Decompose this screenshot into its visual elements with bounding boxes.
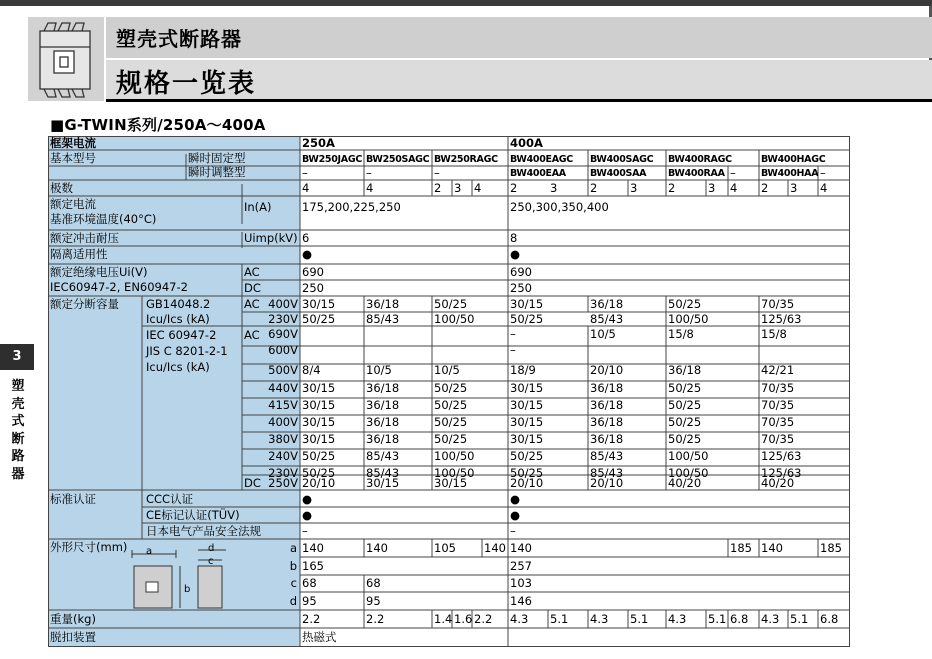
frame-label: 框架电流 bbox=[50, 136, 96, 150]
table-cell: 30/15 bbox=[302, 398, 336, 412]
model-400-1: BW400SAGC bbox=[590, 154, 654, 165]
table-cell: 36/18 bbox=[668, 363, 702, 377]
model-400-3: BW400HAGC bbox=[761, 154, 826, 165]
table-cell: 4.3 bbox=[761, 612, 780, 626]
pole-c12: 4 bbox=[730, 181, 738, 195]
volt-5: 440V bbox=[268, 381, 298, 395]
adj-250-0: – bbox=[302, 166, 308, 180]
table-cell: 6.8 bbox=[730, 612, 749, 626]
pole-c14: 3 bbox=[790, 181, 798, 195]
table-cell: 100/50 bbox=[434, 449, 475, 463]
model-400-0: BW400EAGC bbox=[510, 154, 573, 165]
ccc-250: ● bbox=[302, 492, 313, 506]
volt-4: 500V bbox=[268, 363, 298, 377]
dim-key-b: b bbox=[289, 559, 297, 573]
volt-7: 400V bbox=[268, 415, 298, 429]
table-cell: 6.8 bbox=[820, 612, 839, 626]
model-400-2: BW400RAGC bbox=[668, 154, 732, 165]
table-cell: 50/25 bbox=[434, 381, 468, 395]
table-cell: 30/15 bbox=[510, 297, 544, 311]
table-cell: 20/10 bbox=[510, 476, 544, 490]
section-heading: ■G-TWIN系列/250A～400A bbox=[50, 116, 266, 134]
adj-250-1: – bbox=[366, 166, 372, 180]
table-cell: 50/25 bbox=[434, 415, 468, 429]
table-cell: 15/8 bbox=[668, 327, 694, 341]
table-cell: 50/25 bbox=[668, 398, 702, 412]
table-cell: 185 bbox=[820, 541, 842, 555]
table-cell: 70/35 bbox=[761, 415, 795, 429]
table-cell: 100/50 bbox=[434, 466, 475, 480]
ac-label: AC bbox=[244, 265, 260, 279]
table-cell: 140 bbox=[302, 541, 324, 555]
model-250-2: BW250RAGC bbox=[434, 154, 498, 165]
table-cell: 50/25 bbox=[510, 312, 544, 326]
ac-label-b1: AC bbox=[244, 297, 260, 311]
table-cell: 36/18 bbox=[366, 432, 400, 446]
dim-key-d: d bbox=[289, 594, 297, 608]
table-cell: 125/63 bbox=[761, 449, 802, 463]
cert-label: 标准认证 bbox=[50, 492, 96, 506]
insulation-std: IEC60947-2, EN60947-2 bbox=[50, 280, 188, 294]
ins-ac-400: 690 bbox=[510, 265, 532, 279]
impulse-250: 6 bbox=[302, 231, 310, 245]
table-cell: 36/18 bbox=[366, 415, 400, 429]
model-sub2: 瞬时调整型 bbox=[188, 165, 246, 179]
dc-label-b: DC bbox=[244, 476, 261, 490]
poles-label: 极数 bbox=[50, 181, 73, 195]
table-cell: 68 bbox=[302, 576, 317, 590]
table-cell: 36/18 bbox=[590, 381, 624, 395]
diagram-d: d bbox=[208, 543, 215, 554]
table-cell: 50/25 bbox=[668, 415, 702, 429]
table-cell: 68 bbox=[366, 576, 381, 590]
dim-key-c: c bbox=[290, 576, 297, 590]
table-cell: 36/18 bbox=[590, 432, 624, 446]
table-cell: 50/25 bbox=[434, 432, 468, 446]
table-cell: 85/43 bbox=[590, 466, 624, 480]
header-band-subtitle bbox=[106, 60, 932, 100]
table-cell: 30/15 bbox=[302, 432, 336, 446]
trip-label: 脱扣装置 bbox=[50, 630, 96, 644]
ccc-label: CCC认证 bbox=[146, 492, 194, 506]
table-cell: 5.1 bbox=[630, 612, 649, 626]
table-cell: 70/35 bbox=[761, 398, 795, 412]
table-cell: 50/25 bbox=[302, 449, 336, 463]
model-label: 基本型号 bbox=[50, 151, 96, 165]
table-cell: 30/15 bbox=[366, 476, 400, 490]
table-cell: 2.2 bbox=[366, 612, 385, 626]
table-cell: 10/5 bbox=[366, 363, 392, 377]
table-cell: 185 bbox=[730, 541, 752, 555]
table-cell: 146 bbox=[510, 594, 532, 608]
table-cell: 15/8 bbox=[761, 327, 787, 341]
pole-c1: 4 bbox=[302, 181, 310, 195]
table-cell: 100/50 bbox=[434, 312, 475, 326]
volt-11: 250V bbox=[268, 476, 298, 490]
pole-c7: 3 bbox=[550, 181, 558, 195]
table-cell: 20/10 bbox=[590, 476, 624, 490]
table-cell: 4.3 bbox=[668, 612, 687, 626]
icu-label-1: Icu/Ics (kA) bbox=[146, 312, 210, 326]
model-250-0: BW250JAGC bbox=[302, 154, 362, 165]
table-cell: 50/25 bbox=[510, 466, 544, 480]
volt-10: 230V bbox=[268, 466, 298, 480]
ac-label-b2: AC bbox=[244, 328, 260, 342]
table-cell: – bbox=[510, 343, 516, 357]
frame-250: 250A bbox=[302, 136, 335, 150]
jp-label: 日本电气产品安全法规 bbox=[146, 524, 261, 538]
ce-400: ● bbox=[510, 508, 521, 522]
table-cell: 100/50 bbox=[668, 449, 709, 463]
volt-1: 230V bbox=[268, 312, 298, 326]
ins-ac-250: 690 bbox=[302, 265, 324, 279]
adj-400-3: BW400HAA bbox=[761, 168, 818, 179]
ins-dc-400: 250 bbox=[510, 281, 532, 295]
table-cell: 30/15 bbox=[510, 398, 544, 412]
table-cell: 10/5 bbox=[434, 363, 460, 377]
volt-9: 240V bbox=[268, 449, 298, 463]
table-cell: 140 bbox=[484, 541, 506, 555]
adj-400-2b: – bbox=[730, 166, 736, 180]
model-250-1: BW250SAGC bbox=[366, 154, 430, 165]
icu-label-2: Icu/Ics (kA) bbox=[146, 360, 210, 374]
table-cell: 40/20 bbox=[761, 476, 795, 490]
rated-current-sub: 基准环境温度(40°C) bbox=[50, 212, 157, 226]
diagram-c: c bbox=[208, 556, 214, 567]
pole-c10: 2 bbox=[668, 181, 676, 195]
isolation-250: ● bbox=[302, 247, 313, 261]
table-cell: 95 bbox=[302, 594, 317, 608]
table-cell: 10/5 bbox=[590, 327, 616, 341]
table-cell: 36/18 bbox=[366, 381, 400, 395]
impulse-400: 8 bbox=[510, 231, 518, 245]
table-cell: 85/43 bbox=[366, 312, 400, 326]
table-cell: 4.3 bbox=[510, 612, 529, 626]
table-cell: 103 bbox=[510, 576, 532, 590]
gb-label: GB14048.2 bbox=[146, 297, 211, 311]
table-cell: 1.6 bbox=[454, 612, 472, 626]
in-a-label: In(A) bbox=[244, 200, 272, 214]
table-cell: 20/10 bbox=[302, 476, 336, 490]
impulse-label: 额定冲击耐压 bbox=[50, 231, 119, 245]
jp-250: – bbox=[302, 524, 308, 538]
table-cell: 5.1 bbox=[790, 612, 809, 626]
pole-c11: 3 bbox=[708, 181, 716, 195]
page-title: 塑壳式断路器 bbox=[116, 27, 242, 51]
table-cell: 5.1 bbox=[550, 612, 569, 626]
table-cell: 257 bbox=[510, 559, 532, 573]
insulation-label: 额定绝缘电压Ui(V) bbox=[50, 265, 148, 279]
pole-c3: 2 bbox=[434, 181, 442, 195]
table-cell: 100/50 bbox=[668, 466, 709, 480]
table-cell: 36/18 bbox=[366, 297, 400, 311]
table-cell: 5.1 bbox=[708, 612, 727, 626]
table-cell: 30/15 bbox=[302, 297, 336, 311]
adj-400-1: BW400SAA bbox=[590, 168, 647, 179]
table-cell: 30/15 bbox=[434, 476, 468, 490]
table-cell: 36/18 bbox=[590, 398, 624, 412]
adj-400-3b: – bbox=[820, 166, 826, 180]
jis-label: JIS C 8201-2-1 bbox=[146, 344, 228, 358]
table-cell: 20/10 bbox=[590, 363, 624, 377]
breaker-icon-box bbox=[28, 17, 104, 101]
table-cell: 50/25 bbox=[434, 297, 468, 311]
table-cell: 140 bbox=[366, 541, 388, 555]
table-cell: 1.4 bbox=[434, 612, 452, 626]
table-cell: 36/18 bbox=[366, 398, 400, 412]
weight-label: 重量(kg) bbox=[50, 612, 96, 626]
rated-current-250: 175,200,225,250 bbox=[302, 200, 401, 214]
isolation-label: 隔离适用性 bbox=[50, 247, 108, 261]
pole-c2: 4 bbox=[366, 181, 374, 195]
table-cell: 50/25 bbox=[668, 381, 702, 395]
table-cell: 85/43 bbox=[590, 312, 624, 326]
pole-c15: 4 bbox=[820, 181, 828, 195]
table-cell: 30/15 bbox=[302, 415, 336, 429]
table-cell: 85/43 bbox=[366, 466, 400, 480]
table-cell: 2.2 bbox=[302, 612, 321, 626]
diagram-b: b bbox=[184, 584, 191, 595]
dim-key-a: a bbox=[289, 541, 297, 555]
table-cell: 85/43 bbox=[590, 449, 624, 463]
table-cell: 2.2 bbox=[474, 612, 493, 626]
dim-label: 外形尺寸(mm) bbox=[50, 540, 128, 554]
table-cell: 4.3 bbox=[590, 612, 609, 626]
pole-c13: 2 bbox=[761, 181, 769, 195]
dc-label: DC bbox=[244, 281, 261, 295]
table-cell: 30/15 bbox=[510, 381, 544, 395]
table-cell: 125/63 bbox=[761, 466, 802, 480]
volt-6: 415V bbox=[268, 398, 298, 412]
circuit-breaker-icon bbox=[28, 17, 104, 101]
chapter-tab-label: 塑壳式断路器 bbox=[11, 379, 25, 482]
pole-c8: 2 bbox=[590, 181, 598, 195]
table-cell: 100/50 bbox=[668, 312, 709, 326]
table-cell: 50/25 bbox=[302, 466, 336, 480]
breaking-label: 额定分断容量 bbox=[50, 297, 119, 311]
rated-current-400: 250,300,350,400 bbox=[510, 200, 609, 214]
ccc-400: ● bbox=[510, 492, 521, 506]
table-cell: 36/18 bbox=[590, 415, 624, 429]
ce-250: ● bbox=[302, 508, 313, 522]
header-band-title bbox=[106, 17, 932, 58]
iec-label: IEC 60947-2 bbox=[146, 328, 217, 342]
table-cell: 50/25 bbox=[510, 449, 544, 463]
volt-3: 600V bbox=[268, 343, 298, 357]
header-rule bbox=[106, 99, 932, 102]
model-sub1: 瞬时固定型 bbox=[188, 151, 246, 165]
table-cell: 30/15 bbox=[302, 381, 336, 395]
adj-400-2: BW400RAA bbox=[668, 168, 725, 179]
spec-table bbox=[48, 136, 850, 647]
table-cell: 140 bbox=[510, 541, 532, 555]
adj-250-2: – bbox=[434, 166, 440, 180]
table-cell: 85/43 bbox=[366, 449, 400, 463]
table-cell: 70/35 bbox=[761, 297, 795, 311]
volt-2: 690V bbox=[268, 327, 298, 341]
rated-current-label: 额定电流 bbox=[50, 197, 96, 211]
table-cell: 105 bbox=[434, 541, 456, 555]
trip-value: 热磁式 bbox=[302, 630, 337, 644]
table-cell: 50/25 bbox=[434, 398, 468, 412]
table-cell: 50/25 bbox=[302, 312, 336, 326]
table-cell: – bbox=[510, 327, 516, 341]
pole-c4: 3 bbox=[454, 181, 462, 195]
table-cell: 40/20 bbox=[668, 476, 702, 490]
pole-c5: 4 bbox=[474, 181, 482, 195]
jp-400: – bbox=[510, 524, 516, 538]
uimp-label: Uimp(kV) bbox=[244, 231, 298, 245]
table-cell: 50/25 bbox=[668, 297, 702, 311]
table-cell: 70/35 bbox=[761, 381, 795, 395]
pole-c9: 3 bbox=[630, 181, 638, 195]
ins-dc-250: 250 bbox=[302, 281, 324, 295]
top-bar bbox=[0, 0, 932, 6]
table-cell: 70/35 bbox=[761, 432, 795, 446]
ce-label: CE标记认证(TÜV) bbox=[146, 508, 240, 522]
table-cell: 30/15 bbox=[510, 415, 544, 429]
table-cell: 30/15 bbox=[510, 432, 544, 446]
frame-400: 400A bbox=[510, 136, 543, 150]
table-cell: 42/21 bbox=[761, 363, 795, 377]
isolation-400: ● bbox=[510, 247, 521, 261]
volt-8: 380V bbox=[268, 432, 298, 446]
pole-c6: 2 bbox=[510, 181, 518, 195]
table-cell: 140 bbox=[761, 541, 783, 555]
chapter-tab-number: 3 bbox=[0, 344, 34, 370]
table-cell: 18/9 bbox=[510, 363, 536, 377]
table-cell: 165 bbox=[302, 559, 324, 573]
table-cell: 95 bbox=[366, 594, 381, 608]
page-subtitle: 规格一览表 bbox=[116, 69, 257, 99]
volt-0: 400V bbox=[268, 297, 298, 311]
table-cell: 125/63 bbox=[761, 312, 802, 326]
table-cell: 50/25 bbox=[668, 432, 702, 446]
diagram-a: a bbox=[146, 546, 153, 557]
table-cell: 8/4 bbox=[302, 363, 321, 377]
adj-400-0: BW400EAA bbox=[510, 168, 566, 179]
table-cell: 36/18 bbox=[590, 297, 624, 311]
